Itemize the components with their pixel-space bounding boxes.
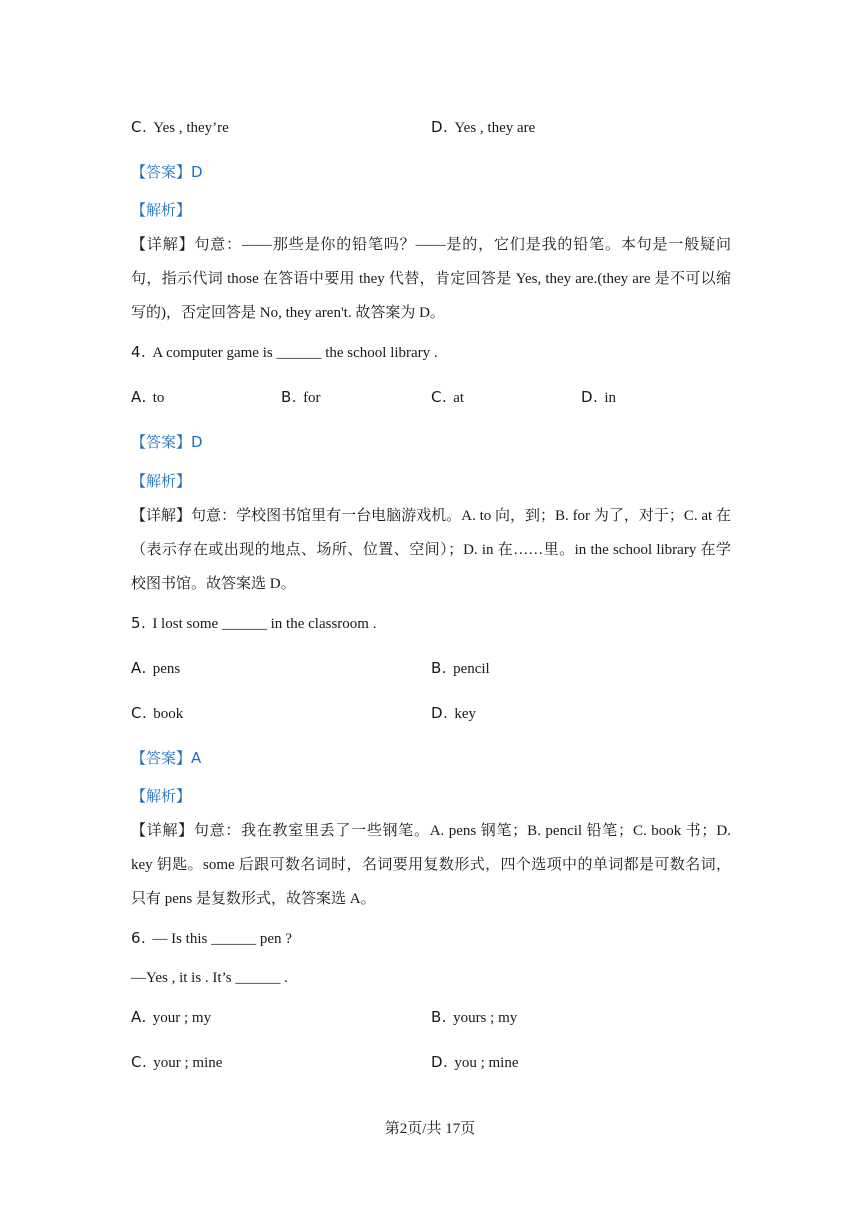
detail-text: 句意：——那些是你的铅笔吗？——是的，它们是我的铅笔。本句是一般疑问句，指示代词 those 在答语中要用 they 代替，肯定回答是 Yes, they are.(they are 是不可以缩写的)，否定回答是 No, they aren't. 故答案为 D。 xyxy=(131,237,731,321)
q3-option-d: D. Yes , they are xyxy=(431,118,536,136)
answer-value: D xyxy=(191,433,203,451)
answer-tag: 【答案】 xyxy=(131,435,192,451)
answer-tag: 【答案】 xyxy=(131,165,192,181)
q5-option-d: D. key xyxy=(431,704,476,722)
detail-tag: 【详解】 xyxy=(131,823,194,839)
q6-option-c: C. your ; mine xyxy=(131,1053,223,1071)
detail-text: 句意：我在教室里丢了一些钢笔。A. pens 钢笔；B. pencil 铅笔；C. book 书；D. key 钥匙。some 后跟可数名词时，名词要用复数形式，四个选项中的单词都是可数名词，只有 pens 是复数形式，故答案选 A。 xyxy=(131,823,731,907)
q4-option-a: A. to xyxy=(131,388,165,406)
q6-option-b: B. yours ; my xyxy=(431,1008,518,1026)
q5-option-b: B. pencil xyxy=(431,659,490,677)
q5-detail xyxy=(131,814,731,916)
q5-option-a: A. pens xyxy=(131,659,181,677)
q3-analysis-tag: 【解析】 xyxy=(131,203,192,219)
answer-value: D xyxy=(191,163,203,181)
q6-stem-line2: —Yes , it is . It’s ______ . xyxy=(131,970,288,986)
detail-text: 句意：学校图书馆里有一台电脑游戏机。A. to 向，到；B. for 为了，对于；C. at 在（表示存在或出现的地点、场所、位置、空间）；D. in 在……里。in the school library 在学校图书馆。故答案选 D。 xyxy=(131,508,731,592)
q5-option-c: C. book xyxy=(131,704,184,722)
q6-stem-line1: 6. — Is this ______ pen ? xyxy=(131,929,292,947)
q5-analysis-tag: 【解析】 xyxy=(131,789,192,805)
q6-option-a: A. your ; my xyxy=(131,1008,212,1026)
answer-tag: 【答案】 xyxy=(131,751,192,767)
q4-answer xyxy=(131,432,203,453)
q4-option-b: B. for xyxy=(281,388,321,406)
q4-analysis-tag: 【解析】 xyxy=(131,474,192,490)
q3-answer xyxy=(131,162,203,183)
detail-tag: 【详解】 xyxy=(131,508,192,524)
q6-option-d: D. you ; mine xyxy=(431,1053,519,1071)
q5-answer xyxy=(131,748,201,769)
answer-value: A xyxy=(191,749,202,767)
q4-stem: 4. A computer game is ______ the school library . xyxy=(131,343,438,361)
q3-detail xyxy=(131,228,731,330)
q5-stem: 5. I lost some ______ in the classroom . xyxy=(131,614,377,632)
detail-tag: 【详解】 xyxy=(131,237,195,253)
q4-option-d: D. in xyxy=(581,388,616,406)
q3-option-c: C. Yes , they’re xyxy=(131,118,229,136)
q4-detail xyxy=(131,499,731,601)
q4-option-c: C. at xyxy=(431,388,465,406)
page-number-footer: 第2页/共 17页 xyxy=(384,1121,476,1137)
